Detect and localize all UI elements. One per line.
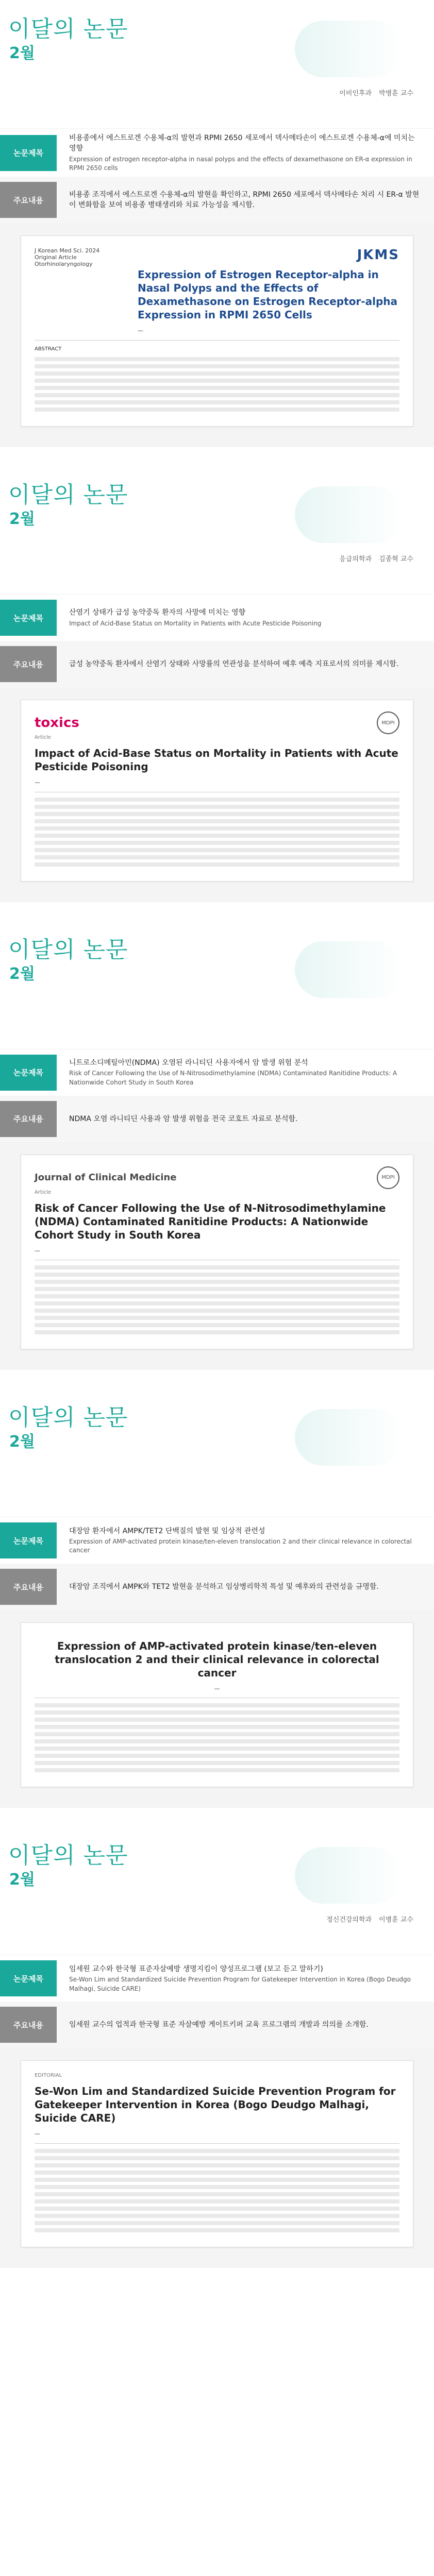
paper-section-1	[0, 0, 434, 447]
band-label: 논문제목	[0, 1055, 57, 1091]
band-text: NDMA 오염 라니티딘 사용과 암 발생 위험을 전국 코호트 자료로 분석함.	[69, 1114, 298, 1123]
publisher-logo: MDPI	[377, 711, 399, 734]
publisher-logo: MDPI	[377, 1166, 399, 1189]
decorative-shape	[295, 21, 403, 77]
paper-title-en: Se-Won Lim and Standardized Suicide Prevention Program for Gatekeeper Intervention in Korea (Bogo Deudgo Malhagi, Suicide CARE)	[69, 1976, 411, 1992]
band-label: 주요내용	[0, 2007, 57, 2043]
article-type: Article	[35, 1189, 52, 1195]
summary-band	[0, 1564, 434, 1610]
paper-header	[35, 247, 399, 334]
paper-section-4	[0, 1388, 434, 1808]
abstract-lines	[35, 798, 399, 867]
paper-section-2	[0, 466, 434, 902]
paper-meta	[35, 247, 127, 267]
abstract-lines	[35, 357, 399, 412]
section-title: 이달의 논문	[8, 936, 128, 963]
paper-title-ko: 대장암 환자에서 AMPK/TET2 단백질의 발현 및 임상적 관련성	[69, 1527, 265, 1535]
section-title: 이달의 논문	[8, 1842, 128, 1869]
paper-preview	[0, 223, 434, 447]
band-label: 주요내용	[0, 646, 57, 682]
title-band	[0, 595, 434, 641]
section-hero	[0, 1826, 434, 1955]
band-label: 주요내용	[0, 1101, 57, 1137]
paper-authors: —	[35, 2130, 40, 2138]
paper-preview	[0, 687, 434, 902]
band-text: 임세원 교수의 업적과 한국형 표준 자살예방 게이트키퍼 교육 프로그램의 개발과 의의를 소개함.	[69, 2021, 369, 2029]
decorative-shape	[295, 486, 403, 543]
title-band	[0, 1517, 434, 1564]
meta-line: J Korean Med Sci. 2024	[35, 247, 100, 255]
paper-section-5	[0, 1826, 434, 2267]
abstract-lines	[35, 1703, 399, 1772]
band-text: 대장암 조직에서 AMPK와 TET2 발현을 분석하고 임상병리학적 특성 및 예후와의 관련성을 규명함.	[69, 1582, 379, 1591]
paper-card	[21, 1622, 413, 1787]
body-lines	[35, 2149, 399, 2232]
paper-authors: —	[35, 1247, 40, 1254]
journal-logo: Journal of Clinical Medicine	[35, 1172, 177, 1183]
meta-line: Otorhinolaryngology	[35, 261, 93, 268]
band-text: 비용종 조직에서 에스트로겐 수용체-α의 발현을 확인하고, RPMI 2650 세포에서 덱사메타손 처리 시 ER-α 발현이 변화함을 보여 비용종 병태생리와 치료 가능성을 제시함.	[69, 191, 420, 210]
summary-band	[0, 641, 434, 687]
decorative-shape	[295, 1847, 403, 1904]
paper-card	[21, 700, 413, 881]
band-label: 주요내용	[0, 182, 57, 218]
section-title: 이달의 논문	[8, 482, 128, 509]
paper-card	[21, 1155, 413, 1349]
decorative-shape	[295, 1409, 403, 1466]
section-month: 2월	[9, 510, 35, 529]
band-text	[57, 1054, 434, 1091]
paper-title-en: Expression of AMP-activated protein kinase/ten-eleven translocation 2 and their clinical relevance in colorectal cancer	[69, 1537, 412, 1554]
section-hero	[0, 466, 434, 595]
author-info	[339, 553, 413, 563]
paper-header	[35, 1166, 399, 1189]
summary-band	[0, 177, 434, 223]
band-text	[57, 1522, 434, 1560]
paper-authors: —	[138, 327, 143, 334]
paper-title-block	[138, 247, 399, 334]
band-label: 논문제목	[0, 135, 57, 171]
section-hero	[0, 0, 434, 129]
title-band	[0, 129, 434, 177]
journal-logo: JKMS	[357, 247, 399, 263]
paper-preview	[0, 2048, 434, 2267]
article-type: Article	[35, 735, 52, 741]
author-dept: 응급의학과	[339, 555, 372, 564]
title-band	[0, 1049, 434, 1096]
paper-preview	[0, 1610, 434, 1808]
paper-title-ko: 니트로소디메틸아민(NDMA) 오염된 라니티딘 사용자에서 암 발생 위험 분석	[69, 1059, 308, 1067]
summary-band	[0, 1096, 434, 1142]
band-label: 주요내용	[0, 1569, 57, 1605]
section-month: 2월	[9, 964, 35, 983]
section-month: 2월	[9, 44, 35, 62]
paper-title-en: Impact of Acid-Base Status on Mortality in Patients with Acute Pesticide Poisoning	[69, 619, 322, 627]
paper-title-ko: 임세원 교수와 한국형 표준자살예방 생명지킴이 양성프로그램 (보고 듣고 말하기)	[69, 1964, 323, 1973]
band-label: 논문제목	[0, 600, 57, 636]
band-text: 급성 농약중독 환자에서 산염기 상태와 사망률의 연관성을 분석하여 예후 예측 지표로서의 의미를 제시함.	[69, 660, 399, 669]
divider	[35, 2143, 399, 2144]
paper-card	[21, 2060, 413, 2247]
paper-title: Expression of AMP-activated protein kinase/ten-eleven translocation 2 and their clinical relevance in colorectal cancer	[55, 1640, 379, 1680]
abstract-lines	[35, 1265, 399, 1334]
author-dept: 이비인후과	[339, 90, 372, 97]
article-type: EDITORIAL	[35, 2073, 62, 2079]
author-name: 이병훈 교수	[379, 1916, 413, 1924]
paper-title-en: Expression of estrogen receptor-alpha in nasal polyps and the effects of dexamethasone on ER-α expression in RPMI 2650 cells	[69, 155, 412, 172]
section-month: 2월	[9, 1871, 35, 1889]
paper-header	[35, 711, 399, 734]
paper-title-en: Risk of Cancer Following the Use of N-Nitrosodimethylamine (NDMA) Contaminated Ranitidine Products: A Nationwide Cohort Study in South Korea	[69, 1070, 397, 1086]
author-info	[326, 1914, 413, 1924]
abstract-label: ABSTRACT	[35, 346, 62, 352]
section-month: 2월	[9, 1433, 35, 1451]
journal-logo: toxics	[35, 715, 79, 731]
decorative-shape	[295, 941, 403, 998]
paper-title: Se-Won Lim and Standardized Suicide Prevention Program for Gatekeeper Intervention in Korea (Bogo Deudgo Malhagi, Suicide CARE)	[35, 2085, 396, 2125]
paper-title-ko: 비용종에서 에스트로겐 수용체-α의 발현과 RPMI 2650 세포에서 덱사메타손이 에스트로겐 수용체-α에 미치는 영향	[69, 134, 415, 153]
summary-band	[0, 2002, 434, 2048]
paper-authors: —	[35, 779, 40, 786]
section-hero	[0, 1388, 434, 1517]
divider	[35, 340, 399, 341]
band-text	[57, 1960, 434, 1997]
paper-title: Expression of Estrogen Receptor-alpha in Nasal Polyps and the Effects of Dexamethasone on Estrogen Receptor-alpha Expression in RPMI 2650 Cells	[138, 268, 397, 321]
paper-section-3	[0, 921, 434, 1370]
section-title: 이달의 논문	[8, 1404, 128, 1431]
paper-authors: —	[214, 1685, 220, 1692]
author-info	[339, 88, 413, 97]
band-text	[57, 129, 434, 177]
band-label: 논문제목	[0, 1522, 57, 1558]
paper-title: Risk of Cancer Following the Use of N-Nitrosodimethylamine (NDMA) Contaminated Ranitidine Products: A Nationwide Cohort Study in South Korea	[35, 1201, 386, 1241]
band-text	[57, 603, 434, 632]
band-label: 논문제목	[0, 1960, 57, 1996]
meta-line: Original Article	[35, 254, 77, 261]
paper-title-ko: 산염기 상태가 급성 농약중독 환자의 사망에 미치는 영향	[69, 608, 246, 617]
author-dept: 정신건강의학과	[326, 1916, 372, 1924]
paper-preview	[0, 1142, 434, 1370]
author-name: 박병훈 교수	[379, 90, 413, 97]
author-name: 김종혁 교수	[379, 555, 413, 564]
title-band	[0, 1955, 434, 2002]
section-hero	[0, 921, 434, 1049]
paper-title: Impact of Acid-Base Status on Mortality in Patients with Acute Pesticide Poisoning	[35, 747, 398, 773]
paper-card	[21, 235, 413, 427]
section-title: 이달의 논문	[8, 16, 128, 42]
